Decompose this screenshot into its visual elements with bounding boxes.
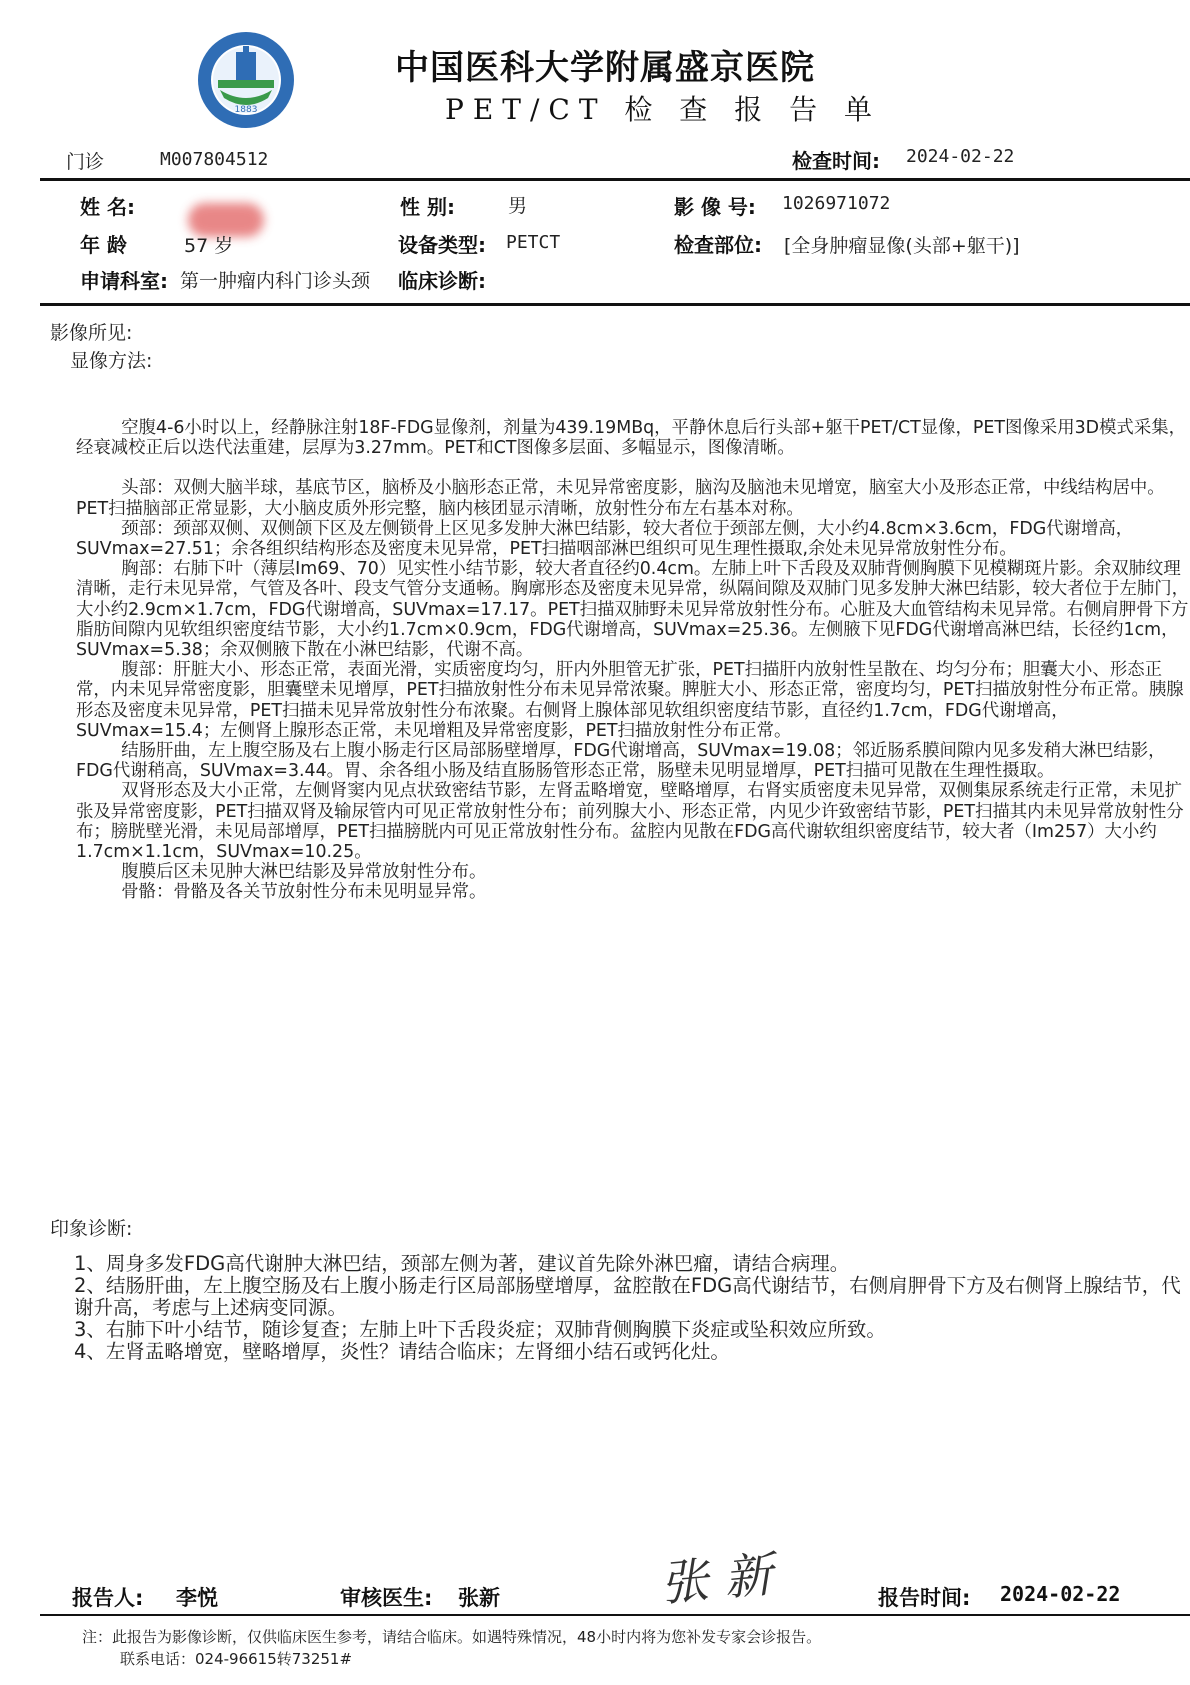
reviewer-label: 审核医生: — [340, 1586, 433, 1610]
gender-value: 男 — [508, 195, 528, 217]
report-note: 注：此报告为影像诊断，仅供临床医生参考，请结合临床。如遇特殊情况，48小时内将为您补发专家会诊报告。 — [82, 1628, 822, 1646]
hospital-logo — [196, 30, 296, 130]
image-no-label: 影 像 号: — [674, 195, 756, 219]
contact-phone: 联系电话：024-96615转73251# — [120, 1650, 353, 1668]
findings-paragraph-head: 头部：双侧大脑半球，基底节区，脑桥及小脑形态正常，未见异常密度影，脑沟及脑池未见增宽，脑室大小及形态正常，中线结构居中。PET扫描脑部正常显影，大小脑皮质外形完整，脑内核团显示清晰，放射性分布左右基本对称。 — [76, 478, 1165, 519]
image-no-value: 1026971072 — [782, 193, 891, 214]
findings-paragraph-bone: 骨骼：骨骼及各关节放射性分布未见明显异常。 — [121, 882, 487, 903]
exam-time-value: 2024-02-22 — [906, 146, 1015, 167]
age-value: 57 岁 — [184, 235, 234, 257]
footer-divider — [40, 1614, 1190, 1616]
device-label: 设备类型: — [398, 233, 486, 257]
header-divider — [40, 178, 1190, 181]
report-time-value: 2024-02-22 — [1000, 1582, 1121, 1606]
patient-divider — [40, 303, 1190, 306]
device-value: PETCT — [506, 232, 561, 253]
hospital-name: 中国医科大学附属盛京医院 — [395, 48, 815, 88]
findings-paragraph-neck: 颈部：颈部双侧、双侧颌下区及左侧锁骨上区见多发肿大淋巴结影，较大者位于颈部左侧，大小约4.8cm×3.6cm，FDG代谢增高，SUVmax=27.51；余各组织结构形态及密度未见异常，PET扫描咽部淋巴组织可见生理性摄取,余处未见异常放射性分布。 — [76, 518, 1134, 560]
impression-item: 2、结肠肝曲，左上腹空肠及右上腹小肠走行区局部肠壁增厚，盆腔散在FDG高代谢结节，右侧肩胛骨下方及右侧肾上腺结节，代谢升高，考虑与上述病变同源。 — [74, 1274, 1181, 1319]
exam-site-value: [全身肿瘤显像(头部+躯干)] — [784, 235, 1020, 257]
reporter-label: 报告人: — [72, 1586, 144, 1610]
hospital-emblem-icon — [196, 30, 296, 130]
dept-label: 申请科室: — [80, 269, 168, 293]
reporter-name: 李悦 — [176, 1586, 218, 1610]
exam-site-label: 检查部位: — [674, 233, 762, 257]
visit-id: M007804512 — [160, 149, 269, 170]
report-title: PET/CT 检 查 报 告 单 — [445, 93, 881, 126]
impression-item: 3、右肺下叶小结节，随诊复查；左肺上叶下舌段炎症；双肺背侧胸膜下炎症或坠积效应所致。 — [74, 1318, 886, 1341]
findings-paragraph-chest: 胸部：右肺下叶（薄层Im69、70）见实性小结节影，较大者直径约0.4cm。左肺上叶下舌段及双肺背侧胸膜下见模糊斑片影。余双肺纹理清晰，走行未见异常，气管及各叶、段支气管分支通畅。胸廓形态及密度未见异常，纵隔间隙及双肺门见多发肿大淋巴结影，较大者位于左肺门，大小约2.9cm×1.7cm，FDG代谢增高，SUVmax=17.17。PET扫描双肺野未见异常放射性分布。心脏及大血管结构未见异常。右侧肩胛骨下方脂肪间隙内见软组织密度结节影，大小约1.7cm×0.9cm，FDG代谢增高，SUVmax=25.36。左侧腋下见FDG代谢增高淋巴结，长径约1cm，SUVmax=5.38；余双侧腋下散在小淋巴结影，代谢不高。 — [76, 559, 1190, 661]
visit-type: 门诊 — [66, 151, 105, 173]
findings-paragraph-colon: 结肠肝曲，左上腹空肠及右上腹小肠走行区局部肠壁增厚，FDG代谢增高，SUVmax=19.08；邻近肠系膜间隙内见多发稍大淋巴结影，FDG代谢稍高，SUVmax=3.44。胃、余各组小肠及结直肠肠管形态正常，肠壁未见明显增厚，PET扫描可见散在生理性摄取。 — [76, 741, 1166, 782]
findings-paragraph-method: 空腹4-6小时以上，经静脉注射18F-FDG显像剂，剂量为439.19MBq，平静休息后行头部+躯干PET/CT显像，PET图像采用3D模式采集，经衰减校正后以迭代法重建，层厚为3.27mm。PET和CT图像多层面、多幅显示，图像清晰。 — [76, 418, 1186, 459]
age-label: 年 龄 — [80, 233, 127, 257]
impression-list — [74, 1253, 1184, 1363]
report-time-label: 报告时间: — [878, 1586, 971, 1610]
reviewer-signature: 张新 — [658, 1545, 791, 1613]
impression-item: 1、周身多发FDG高代谢肿大淋巴结，颈部左侧为著，建议首先除外淋巴瘤，请结合病理。 — [74, 1252, 850, 1275]
findings-paragraph-kidney: 双肾形态及大小正常，左侧肾窦内见点状致密结节影，左肾盂略增宽，壁略增厚，右肾实质密度未见异常，双侧集尿系统走行正常，未见扩张及异常密度影，PET扫描双肾及输尿管内可见正常放射性分布；前列腺大小、形态正常，内见少许致密结节影，PET扫描其内未见异常放射性分布；膀胱壁光滑，未见局部增厚，PET扫描膀胱内可见正常放射性分布。盆腔内见散在FDG高代谢软组织密度结节，较大者（Im257）大小约1.7cm×1.1cm，SUVmax=10.25。 — [76, 781, 1184, 863]
findings-heading: 影像所见: — [50, 322, 133, 344]
dept-value: 第一肿瘤内科门诊头颈 — [180, 270, 371, 292]
gender-label: 性 别: — [400, 195, 455, 219]
method-heading: 显像方法: — [70, 350, 153, 372]
findings-paragraph-abdomen: 腹部：肝脏大小、形态正常，表面光滑，实质密度均匀，肝内外胆管无扩张，PET扫描肝内放射性呈散在、均匀分布；胆囊大小、形态正常，内未见异常密度影，胆囊壁未见增厚，PET扫描放射性分布未见异常浓聚。脾脏大小、形态正常，密度均匀，PET扫描放射性分布正常。胰腺形态及密度未见异常，PET扫描未见异常放射性分布浓聚。右侧肾上腺体部见软组织密度结节影，直径约1.7cm，FDG代谢增高，SUVmax=15.4；左侧肾上腺形态正常，未见增粗及异常密度影，PET扫描放射性分布正常。 — [76, 660, 1184, 741]
exam-time-label: 检查时间: — [792, 149, 880, 173]
reviewer-name: 张新 — [458, 1586, 500, 1610]
name-label: 姓 名: — [80, 195, 135, 219]
findings-paragraph-retroperitoneum: 腹膜后区未见肿大淋巴结影及异常放射性分布。 — [121, 862, 487, 883]
findings-body — [76, 418, 1190, 903]
impression-heading: 印象诊断: — [50, 1218, 133, 1240]
logo-year: 1883 — [234, 105, 258, 115]
clinical-dx-label: 临床诊断: — [398, 269, 486, 293]
impression-item: 4、左肾盂略增宽，壁略增厚，炎性？请结合临床；左肾细小结石或钙化灶。 — [74, 1340, 730, 1363]
